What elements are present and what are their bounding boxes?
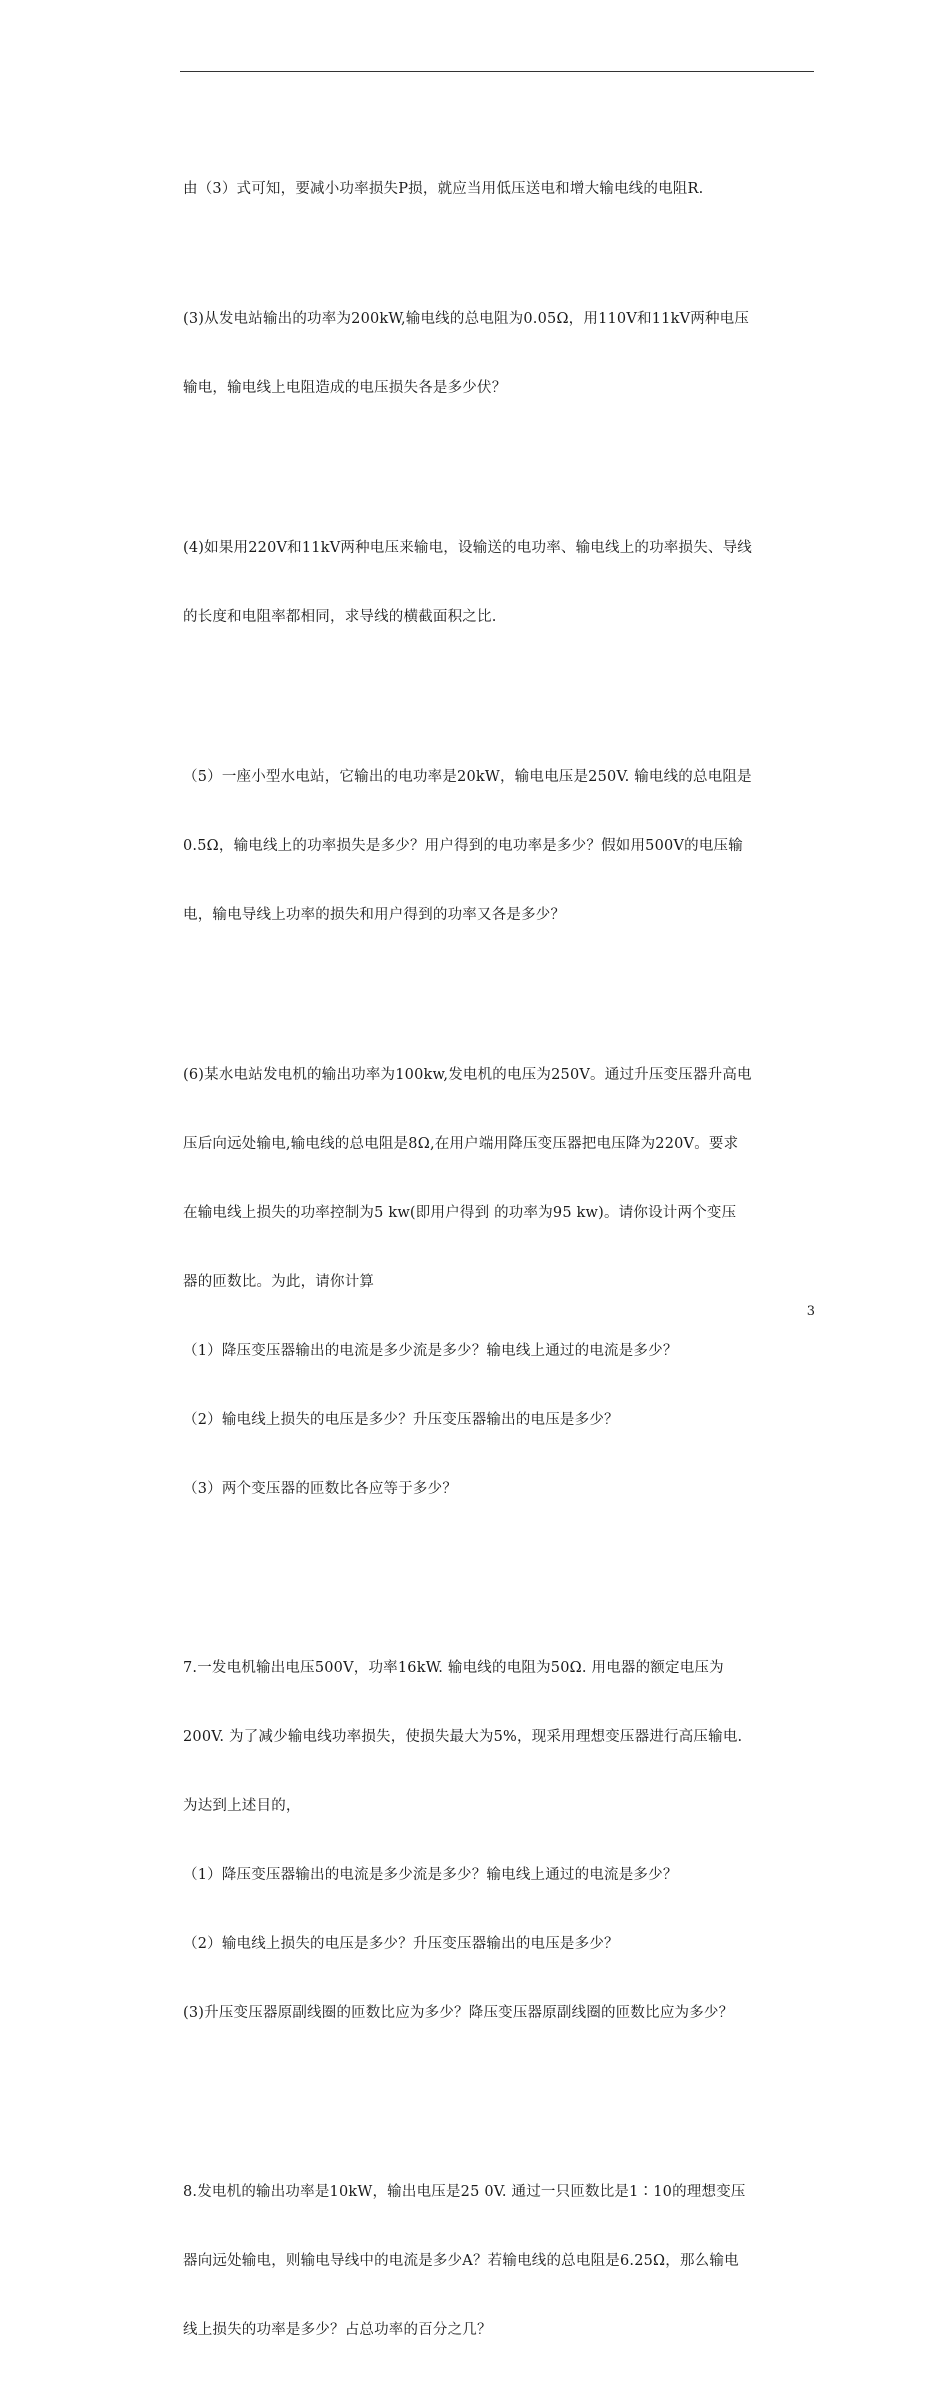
text-line: （5）一座小型水电站，它输出的电功率是20kW，输电电压是250V. 输电线的总电阻是 [183,769,752,785]
question-3 [183,262,815,446]
sub-question-2: （2）输电线上损失的电压是多少？升压变压器输出的电压是多少？ [183,1936,619,1952]
text-line: (4)如果用220V和11kV两种电压来输电，设输送的电功率、输电线上的功率损失、导线 [183,540,752,556]
text-line: 器的匝数比。为此，请你计算 [183,1274,375,1290]
text-line: (6)某水电站发电机的输出功率为100kw,发电机的电压为250V。通过升压变压器升高电 [183,1067,752,1083]
text-line: 由（3）式可知，要减小功率损失P损，就应当用低压送电和增大输电线的电阻R. [183,181,704,197]
text-line: 器向远处输电，则输电导线中的电流是多少A？若输电线的总电阻是6.25Ω，那么输电 [183,2253,739,2269]
text-line: 输电，输电线上电阻造成的电压损失各是多少伏？ [183,380,507,396]
sub-question-2: （2）输电线上损失的电压是多少？升压变压器输出的电压是多少？ [183,1412,619,1428]
question-8 [183,2135,815,2388]
document-body [183,132,815,2388]
text-line: 8.发电机的输出功率是10kW，输出电压是25 0V. 通过一只匝数比是1∶10的理想变压 [183,2184,746,2200]
header-rule [180,71,814,72]
text-line: 在输电线上损失的功率控制为5 kw(即用户得到 的功率为95 kw)。请你设计两个变压 [183,1205,737,1221]
text-line: 200V. 为了减少输电线功率损失，使损失最大为5%，现采用理想变压器进行高压输电. [183,1729,743,1745]
sub-question-1: （1）降压变压器输出的电流是多少流是多少？输电线上通过的电流是多少？ [183,1343,678,1359]
text-line: 0.5Ω，输电线上的功率损失是多少？用户得到的电功率是多少？假如用500V的电压输 [183,838,743,854]
sub-question-1: （1）降压变压器输出的电流是多少流是多少？输电线上通过的电流是多少？ [183,1867,678,1883]
page-number: 3 [806,1304,815,1319]
text-line: 的长度和电阻率都相同，求导线的横截面积之比. [183,609,497,625]
text-line: (3)从发电站输出的功率为200kW,输电线的总电阻为0.05Ω，用110V和11kV两种电压 [183,311,750,327]
question-7 [183,1611,815,2071]
sub-question-3: （3）两个变压器的匝数比各应等于多少？ [183,1481,458,1497]
text-line: 电，输电导线上功率的损失和用户得到的功率又各是多少？ [183,907,566,923]
question-5 [183,720,815,973]
text-line: 7.一发电机输出电压500V，功率16kW. 输电线的电阻为50Ω. 用电器的额定电压为 [183,1660,724,1676]
note-paragraph [183,132,815,247]
text-line: 为达到上述目的， [183,1798,301,1814]
text-line: 压后向远处输电,输电线的总电阻是8Ω,在用户端用降压变压器把电压降为220V。要求 [183,1136,739,1152]
question-4 [183,491,815,675]
text-line: 线上损失的功率是多少？占总功率的百分之几？ [183,2322,492,2338]
sub-question-3: (3)升压变压器原副线圈的匝数比应为多少？降压变压器原副线圈的匝数比应为多少？ [183,2005,734,2021]
question-6 [183,1018,815,1547]
